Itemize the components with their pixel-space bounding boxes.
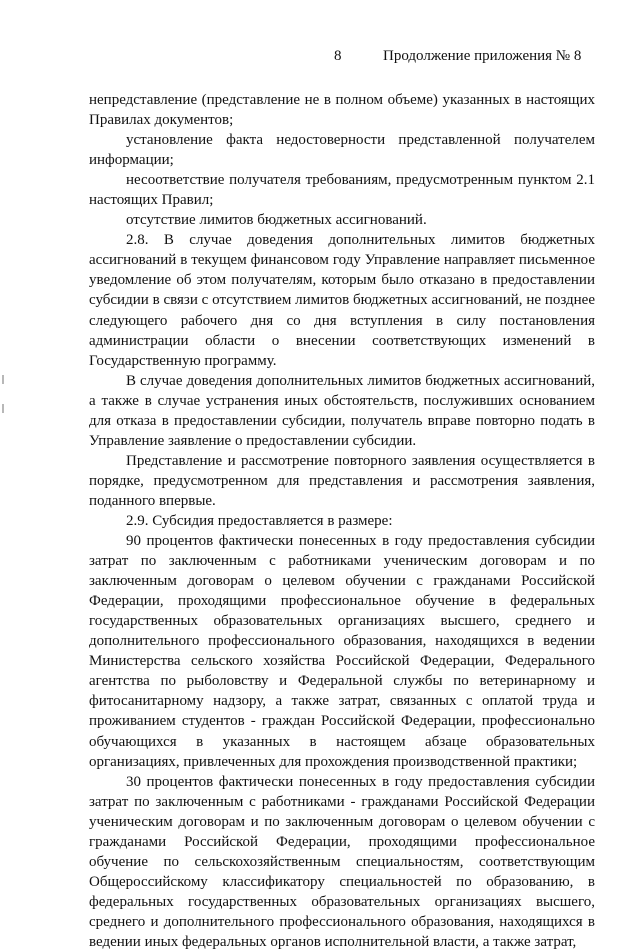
paragraph-2-9: 2.9. Субсидия предоставляется в размере: bbox=[126, 512, 393, 529]
paragraph-no-limits: отсутствие лимитов бюджетных ассигнований. bbox=[126, 212, 427, 229]
paragraph-repeat-application: В случае доведения дополнительных лимитов бюджетных ассигнований, а также в случае устранения иных обстоятельств, послуживших основанием для отказа в предоставлении субсидии, получатель вправе повторно подать в Управление заявление о предоставлении субсидии. bbox=[89, 372, 595, 449]
paragraph-90-percent: 90 процентов фактически понесенных в году предоставления субсидии затрат по заключенным с работниками ученическим договорам и по заключенным договорам о целевом обучении с гражданами Российской Федерации, проходящими профессиональное обучение в федеральных государственных образовательных организациях высшего, среднего и дополнительного профессионального образования, находящихся в ведении Министерства сельского хозяйства Российской Федерации, Федерального агентства по рыболовству и Федеральной службы по ветеринарному и фитосанитарному надзору, а также затрат, связанных с оплатой труда и проживанием студентов - граждан Российской Федерации, профессионально обучающихся в указанных в настоящем абзаце образовательных организациях, привлеченных для прохождения производственной практики; bbox=[89, 533, 595, 770]
paragraph-nonconformity: несоответствие получателя требованиям, предусмотренным пунктом 2.1 настоящих Правил; bbox=[89, 172, 595, 209]
appendix-continuation: Продолжение приложения № 8 bbox=[383, 48, 582, 64]
page-number: 8 bbox=[334, 48, 342, 64]
paragraph-non-submission: непредставление (представление не в полном объеме) указанных в настоящих Правилах документов; bbox=[89, 92, 595, 129]
page-header bbox=[0, 44, 640, 70]
paragraph-30-percent: 30 процентов фактически понесенных в году предоставления субсидии затрат по заключенным с работниками - гражданами Российской Федерации ученическим договорам и по заключенным договорам о целевом обучении с гражданами Российской Федерации, проходящими профессиональное обучение по сельскохозяйственным специальностям, соответствующим Общероссийскому классификатору специальностей по образованию, в федеральных государственных образовательных организациях высшего, среднего и дополнительного профессионального образования, находящихся в ведении иных федеральных органов исполнительной власти, а также затрат, bbox=[89, 773, 595, 950]
paragraph-repeat-review: Представление и рассмотрение повторного заявления осуществляется в порядке, предусмотренном для представления и рассмотрения заявления, поданного впервые. bbox=[89, 452, 595, 509]
paragraph-unreliable-info: установление факта недостоверности представленной получателем информации; bbox=[89, 132, 595, 169]
document-body bbox=[89, 90, 595, 952]
scan-edge-mark bbox=[2, 375, 4, 384]
paragraph-2-8: 2.8. В случае доведения дополнительных лимитов бюджетных ассигнований в текущем финансовом году Управление направляет письменное уведомление об этом получателям, которым было отказано в предоставлении субсидии в связи с отсутствием лимитов бюджетных ассигнований, не позднее следующего рабочего дня со дня вступления в силу постановления администрации области о внесении соответствующих изменений в Государственную программу. bbox=[89, 232, 595, 369]
scan-edge-mark bbox=[2, 404, 4, 413]
